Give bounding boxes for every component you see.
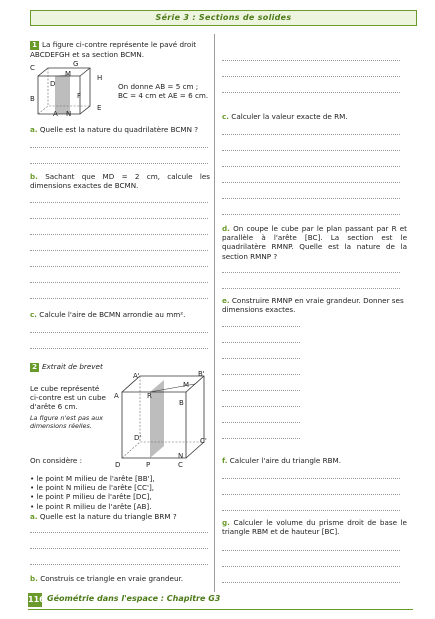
label-C: C <box>30 64 35 72</box>
label-H: H <box>97 74 103 82</box>
label-B: B <box>179 399 184 407</box>
answer-line[interactable] <box>222 494 400 495</box>
ex2-question-g: g. Calculer le volume du prisme droit de base le triangle RBM et de hauteur [BC]. <box>222 518 407 537</box>
answer-line[interactable] <box>222 390 300 391</box>
ex2-heading: 2 Extrait de brevet <box>30 362 210 372</box>
answer-line[interactable] <box>30 266 208 267</box>
answer-line[interactable] <box>222 288 400 289</box>
answer-line[interactable] <box>222 182 400 183</box>
answer-line[interactable] <box>222 358 300 359</box>
ex1-intro: 1 La figure ci-contre représente le pavé droit ABCDEFGH et sa section BCMN. <box>30 40 197 59</box>
answer-line[interactable] <box>30 218 208 219</box>
ex2-consider: On considère : <box>30 456 83 465</box>
label-A: A <box>114 392 119 400</box>
page-number: 116 <box>28 593 42 607</box>
answer-line[interactable] <box>222 510 400 511</box>
ex2-bullet-list <box>30 474 212 511</box>
answer-line[interactable] <box>30 250 208 251</box>
answer-line[interactable] <box>222 150 400 151</box>
answer-line[interactable] <box>222 550 400 551</box>
label-B-prime: B' <box>198 370 205 378</box>
label-P: P <box>146 461 151 469</box>
answer-line[interactable] <box>222 92 400 93</box>
ex2-question-b: b. Construis ce triangle en vraie grandeur. <box>30 574 184 583</box>
answer-line[interactable] <box>30 564 208 565</box>
label-F: F <box>77 92 82 100</box>
answer-line[interactable] <box>222 134 400 135</box>
answer-line[interactable] <box>30 332 208 333</box>
ex1-question-c: c. Calcule l'aire de BCMN arrondie au mm². <box>30 310 186 319</box>
answer-line[interactable] <box>30 282 208 283</box>
label-M: M <box>183 381 190 389</box>
label-C-prime: C' <box>200 437 207 445</box>
list-item: • le point R milieu de l'arête [AB]. <box>30 501 152 511</box>
ex2-note: La figure n'est pas aux dimensions réelles. <box>30 414 104 430</box>
ex1-question-b: b. Sachant que MD = 2 cm, calcule les dimensions exactes de BCMN. <box>30 172 210 191</box>
ex1-number: 1 <box>30 41 39 50</box>
answer-line[interactable] <box>222 166 400 167</box>
ex2-question-e: e. Construire RMNP en vraie grandeur. Donner ses dimensions exactes. <box>222 296 404 315</box>
answer-line[interactable] <box>222 566 400 567</box>
footer-title: Géométrie dans l'espace : Chapitre G3 <box>47 594 221 603</box>
page-header: Série 3 : Sections de solides <box>30 10 417 26</box>
answer-line[interactable] <box>222 582 400 583</box>
label-R: R <box>147 392 152 400</box>
ex1-question-a: a. Quelle est la nature du quadrilatère BCMN ? <box>30 125 199 134</box>
answer-line[interactable] <box>30 548 208 549</box>
answer-line[interactable] <box>222 326 300 327</box>
answer-line[interactable] <box>222 342 300 343</box>
ex1-box-figure <box>30 62 115 120</box>
label-M: M <box>65 70 72 78</box>
label-C: C <box>178 461 183 469</box>
answer-line[interactable] <box>30 147 208 148</box>
label-A-prime: A' <box>133 372 140 380</box>
answer-line[interactable] <box>222 214 400 215</box>
answer-line[interactable] <box>30 202 208 203</box>
section-bcmn <box>55 74 70 114</box>
answer-line[interactable] <box>222 374 300 375</box>
list-item: • le point M milieu de l'arête [BB'], <box>30 474 155 483</box>
answer-line[interactable] <box>30 348 208 349</box>
answer-line[interactable] <box>30 234 208 235</box>
list-item: • le point P milieu de l'arête [DC], <box>30 492 152 502</box>
answer-line[interactable] <box>30 163 208 164</box>
answer-line[interactable] <box>30 532 208 533</box>
ex2-question-f: f. Calculer l'aire du triangle RBM. <box>222 456 342 465</box>
answer-line[interactable] <box>30 298 208 299</box>
label-E: E <box>97 104 102 112</box>
ex1-given: On donne AB = 5 cm ; BC = 4 cm et AE = 6 cm. <box>118 82 209 101</box>
ex2-question-d: d. On coupe le cube par le plan passant par R et parallèle à l'arête [BC]. La section est le quadrilatère RMNP. Quelle est la nature de la section RMNP ? <box>222 224 407 261</box>
label-D: D <box>50 80 56 88</box>
label-A: A <box>53 110 58 118</box>
answer-line[interactable] <box>222 76 400 77</box>
answer-line[interactable] <box>222 406 300 407</box>
answer-line[interactable] <box>222 198 400 199</box>
label-D-prime: D' <box>134 434 142 442</box>
ex2-question-c: c. Calculer la valeur exacte de RM. <box>222 112 348 121</box>
list-item: • le point N milieu de l'arête [CC'], <box>30 483 155 493</box>
answer-line[interactable] <box>222 478 400 479</box>
footer-divider <box>28 609 413 610</box>
label-D: D <box>115 461 121 469</box>
label-B: B <box>30 95 35 103</box>
column-divider <box>214 34 215 592</box>
answer-line[interactable] <box>222 272 400 273</box>
label-N: N <box>178 452 184 460</box>
label-G: G <box>73 60 79 68</box>
label-N: N <box>66 110 72 118</box>
answer-line[interactable] <box>222 60 400 61</box>
ex2-intro: Le cube représenté ci-contre est un cube d'arête 6 cm. <box>30 384 106 412</box>
ex2-question-a: a. Quelle est la nature du triangle BRM ? <box>30 512 177 521</box>
answer-line[interactable] <box>222 438 300 439</box>
ex2-cube-figure <box>112 372 212 468</box>
ex2-number: 2 <box>30 363 39 372</box>
answer-line[interactable] <box>222 422 300 423</box>
